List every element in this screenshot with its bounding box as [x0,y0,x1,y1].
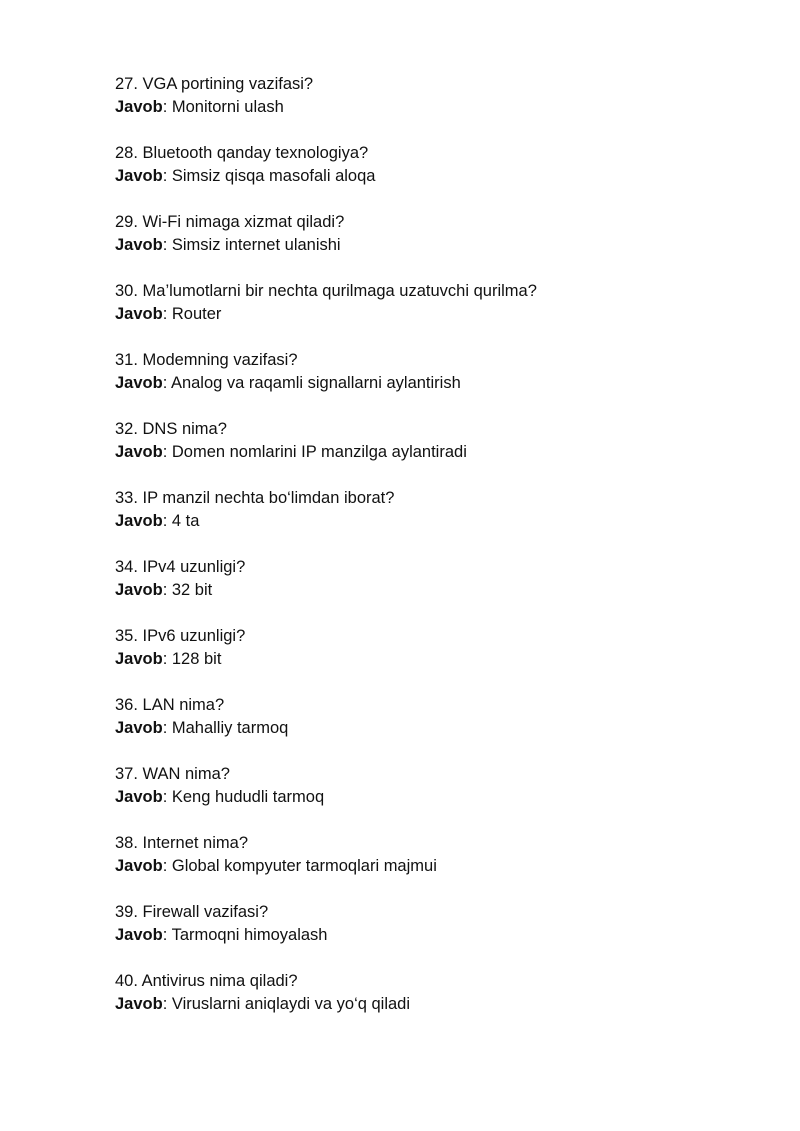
answer-line [115,234,755,257]
question-text: 28. Bluetooth qanday texnologiya? [115,144,369,162]
answer-label: Javob [115,98,163,116]
answer-label: Javob [115,995,163,1013]
answer-text: 32 bit [171,581,213,599]
answer-line [115,993,755,1016]
question-text: 33. IP manzil nechta bo‘limdan iborat? [115,489,395,507]
answer-separator: : [162,788,172,806]
answer-text: Router [171,305,222,323]
answer-text: Simsiz qisqa masofali aloqa [171,167,376,185]
answer-line [115,924,755,947]
question-text: 37. WAN nima? [115,765,230,783]
answer-text: Keng hududli tarmoq [171,788,325,806]
answer-label: Javob [115,167,163,185]
question-text: 31. Modemning vazifasi? [115,351,298,369]
answer-separator: : [162,719,172,737]
answer-separator: : [162,995,172,1013]
answer-separator: : [162,512,172,530]
qa-item [115,73,755,142]
answer-separator: : [162,236,172,254]
qa-item [115,694,755,763]
qa-item [115,832,755,901]
answer-line [115,855,755,878]
answer-text: 128 bit [171,650,222,668]
answer-text: Global kompyuter tarmoqlari majmui [171,857,437,875]
qa-item [115,349,755,418]
answer-label: Javob [115,305,163,323]
answer-line [115,579,755,602]
answer-label: Javob [115,512,163,530]
qa-item [115,970,755,1039]
qa-item [115,625,755,694]
answer-label: Javob [115,236,163,254]
answer-line [115,165,755,188]
answer-text: 4 ta [171,512,200,530]
question-text: 30. Ma’lumotlarni bir nechta qurilmaga uzatuvchi qurilma? [115,282,537,300]
qa-item [115,763,755,832]
answer-line [115,303,755,326]
answer-line [115,441,755,464]
answer-line [115,372,755,395]
answer-label: Javob [115,650,163,668]
answer-label: Javob [115,374,163,392]
qa-item [115,418,755,487]
answer-label: Javob [115,719,163,737]
answer-text: Tarmoqni himoyalash [171,926,328,944]
answer-separator: : [162,98,172,116]
answer-text: Simsiz internet ulanishi [171,236,341,254]
answer-line [115,648,755,671]
answer-line [115,786,755,809]
answer-separator: : [162,581,172,599]
question-text: 36. LAN nima? [115,696,225,714]
qa-item [115,901,755,970]
qa-item [115,487,755,556]
answer-text: Analog va raqamli signallarni aylantirish [170,374,461,392]
question-text: 32. DNS nima? [115,420,227,438]
answer-separator: : [162,374,171,392]
qa-item [115,280,755,349]
answer-separator: : [162,650,172,668]
question-answer-list [115,73,755,1039]
question-text: 34. IPv4 uzunligi? [115,558,246,576]
answer-label: Javob [115,581,163,599]
answer-separator: : [162,305,172,323]
question-text: 39. Firewall vazifasi? [115,903,269,921]
answer-label: Javob [115,857,163,875]
question-text: 38. Internet nima? [115,834,248,852]
question-text: 35. IPv6 uzunligi? [115,627,246,645]
answer-text: Mahalliy tarmoq [171,719,289,737]
qa-item [115,556,755,625]
answer-separator: : [162,857,172,875]
answer-line [115,96,755,119]
answer-line [115,717,755,740]
answer-line [115,510,755,533]
answer-text: Domen nomlarini IP manzilga aylantiradi [171,443,467,461]
question-text: 29. Wi-Fi nimaga xizmat qiladi? [115,213,345,231]
answer-label: Javob [115,443,163,461]
question-text: 27. VGA portining vazifasi? [115,75,314,93]
qa-item [115,142,755,211]
answer-text: Viruslarni aniqlaydi va yo‘q qiladi [171,995,411,1013]
answer-text: Monitorni ulash [171,98,284,116]
answer-label: Javob [115,926,163,944]
question-text: 40. Antivirus nima qiladi? [115,972,298,990]
answer-separator: : [162,443,172,461]
qa-item [115,211,755,280]
answer-label: Javob [115,788,163,806]
answer-separator: : [162,926,172,944]
answer-separator: : [162,167,172,185]
